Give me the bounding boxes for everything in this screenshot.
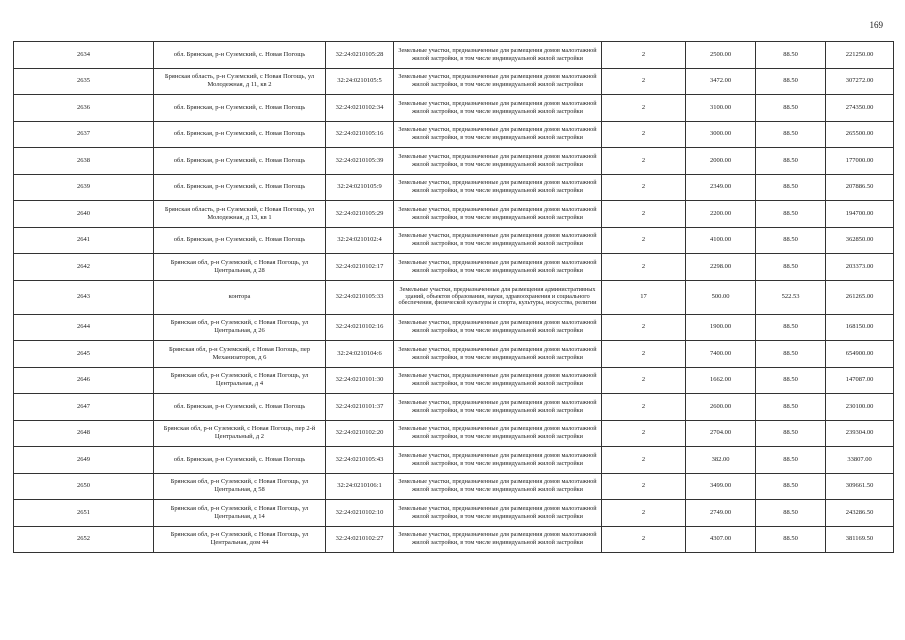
group-code-cell: 2: [602, 201, 686, 228]
group-code-cell: 2: [602, 341, 686, 368]
group-code-cell: 2: [602, 95, 686, 122]
table-row: [14, 201, 894, 228]
cadastral-value-cell: 177000.00: [826, 148, 894, 175]
land-purpose-cell: Земельные участки, предназначенные для размещения административных зданий, объектов образования, науки, здравоохранения и социального обеспечения, физической культуры и спорта, культуры, искусства, религии: [394, 280, 602, 314]
area-cell: 1900.00: [686, 314, 756, 341]
address-cell: Брянская обл, р-н Суземский, с Новая Погощь, ул Центральная, д 26: [154, 314, 326, 341]
cadastral-value-cell: 362850.00: [826, 227, 894, 254]
area-cell: 2000.00: [686, 148, 756, 175]
area-cell: 2749.00: [686, 500, 756, 527]
land-purpose-cell: Земельные участки, предназначенные для размещения домов малоэтажной жилой застройки, в том числе индивидуальной жилой застройки: [394, 254, 602, 281]
row-number: 2636: [14, 95, 154, 122]
cadastral-number-cell: 32:24:0210105:43: [326, 447, 394, 474]
land-purpose-cell: Земельные участки, предназначенные для размещения домов малоэтажной жилой застройки, в том числе индивидуальной жилой застройки: [394, 447, 602, 474]
group-code-cell: 2: [602, 526, 686, 553]
cadastral-number-cell: 32:24:0210105:28: [326, 42, 394, 69]
table-row: [14, 341, 894, 368]
group-code-cell: 17: [602, 280, 686, 314]
address-cell: обл. Брянская, р-н Суземский, с. Новая Погощь: [154, 227, 326, 254]
cadastral-value-cell: 381169.50: [826, 526, 894, 553]
group-code-cell: 2: [602, 148, 686, 175]
rate-cell: 522.53: [756, 280, 826, 314]
table-row: [14, 314, 894, 341]
cadastral-number-cell: 32:24:0210105:29: [326, 201, 394, 228]
land-purpose-cell: Земельные участки, предназначенные для размещения домов малоэтажной жилой застройки, в том числе индивидуальной жилой застройки: [394, 394, 602, 421]
row-number: 2645: [14, 341, 154, 368]
rate-cell: 88.50: [756, 473, 826, 500]
group-code-cell: 2: [602, 254, 686, 281]
row-number: 2651: [14, 500, 154, 527]
group-code-cell: 2: [602, 314, 686, 341]
land-purpose-cell: Земельные участки, предназначенные для размещения домов малоэтажной жилой застройки, в том числе индивидуальной жилой застройки: [394, 95, 602, 122]
table-row: [14, 148, 894, 175]
group-code-cell: 2: [602, 121, 686, 148]
cadastral-number-cell: 32:24:0210105:5: [326, 68, 394, 95]
cadastral-number-cell: 32:24:0210102:4: [326, 227, 394, 254]
land-purpose-cell: Земельные участки, предназначенные для размещения домов малоэтажной жилой застройки, в том числе индивидуальной жилой застройки: [394, 314, 602, 341]
area-cell: 3472.00: [686, 68, 756, 95]
cadastral-value-cell: 203373.00: [826, 254, 894, 281]
cadastral-number-cell: 32:24:0210102:34: [326, 95, 394, 122]
row-number: 2640: [14, 201, 154, 228]
cadastral-value-cell: 261265.00: [826, 280, 894, 314]
table-row: [14, 473, 894, 500]
row-number: 2643: [14, 280, 154, 314]
rate-cell: 88.50: [756, 121, 826, 148]
address-cell: контора: [154, 280, 326, 314]
row-number: 2639: [14, 174, 154, 201]
group-code-cell: 2: [602, 500, 686, 527]
cadastral-number-cell: 32:24:0210105:33: [326, 280, 394, 314]
area-cell: 3499.00: [686, 473, 756, 500]
cadastral-value-cell: 33807.00: [826, 447, 894, 474]
address-cell: Брянская обл, р-н Суземский, с Новая Погощь, ул Центральная, д 14: [154, 500, 326, 527]
rate-cell: 88.50: [756, 341, 826, 368]
address-cell: Брянская обл, р-н Суземский, с Новая Погощь, пер 2-й Центральный, д 2: [154, 420, 326, 447]
cadastral-number-cell: 32:24:0210102:17: [326, 254, 394, 281]
table-row: [14, 500, 894, 527]
row-number: 2650: [14, 473, 154, 500]
rate-cell: 88.50: [756, 42, 826, 69]
cadastral-value-cell: 265500.00: [826, 121, 894, 148]
area-cell: 500.00: [686, 280, 756, 314]
address-cell: Брянская обл, р-н Суземский, с Новая Погощь, ул Центральная, дом 44: [154, 526, 326, 553]
address-cell: Брянская область, р-н Суземский, с Новая Погощь, ул Молодежная, д 11, кв 2: [154, 68, 326, 95]
cadastral-value-cell: 654900.00: [826, 341, 894, 368]
table-body: [14, 42, 894, 553]
row-number: 2641: [14, 227, 154, 254]
area-cell: 2349.00: [686, 174, 756, 201]
address-cell: обл. Брянская, р-н Суземский, с. Новая Погощь: [154, 148, 326, 175]
rate-cell: 88.50: [756, 254, 826, 281]
address-cell: Брянская обл, р-н Суземский, с Новая Погощь, ул Центральная, д 4: [154, 367, 326, 394]
land-purpose-cell: Земельные участки, предназначенные для размещения домов малоэтажной жилой застройки, в том числе индивидуальной жилой застройки: [394, 526, 602, 553]
table-row: [14, 420, 894, 447]
land-purpose-cell: Земельные участки, предназначенные для размещения домов малоэтажной жилой застройки, в том числе индивидуальной жилой застройки: [394, 174, 602, 201]
cadastral-number-cell: 32:24:0210102:20: [326, 420, 394, 447]
cadastral-number-cell: 32:24:0210104:6: [326, 341, 394, 368]
row-number: 2647: [14, 394, 154, 421]
table-row: [14, 68, 894, 95]
rate-cell: 88.50: [756, 174, 826, 201]
area-cell: 2500.00: [686, 42, 756, 69]
land-purpose-cell: Земельные участки, предназначенные для размещения домов малоэтажной жилой застройки, в том числе индивидуальной жилой застройки: [394, 420, 602, 447]
cadastral-value-cell: 230100.00: [826, 394, 894, 421]
rate-cell: 88.50: [756, 367, 826, 394]
area-cell: 2600.00: [686, 394, 756, 421]
cadastral-value-cell: 307272.00: [826, 68, 894, 95]
cadastral-value-cell: 239304.00: [826, 420, 894, 447]
address-cell: Брянская обл, р-н Суземский, с Новая Погощь, ул Центральная, д 28: [154, 254, 326, 281]
row-number: 2646: [14, 367, 154, 394]
rate-cell: 88.50: [756, 394, 826, 421]
table-row: [14, 227, 894, 254]
table-row: [14, 174, 894, 201]
rate-cell: 88.50: [756, 227, 826, 254]
land-purpose-cell: Земельные участки, предназначенные для размещения домов малоэтажной жилой застройки, в том числе индивидуальной жилой застройки: [394, 68, 602, 95]
row-number: 2635: [14, 68, 154, 95]
cadastral-number-cell: 32:24:0210102:16: [326, 314, 394, 341]
address-cell: обл. Брянская, р-н Суземский, с. Новая Погощь: [154, 174, 326, 201]
cadastral-value-cell: 243286.50: [826, 500, 894, 527]
cadastral-number-cell: 32:24:0210101:37: [326, 394, 394, 421]
address-cell: Брянская область, р-н Суземский, с Новая Погощь, ул Молодежная, д 13, кв 1: [154, 201, 326, 228]
group-code-cell: 2: [602, 42, 686, 69]
cadastral-number-cell: 32:24:0210105:16: [326, 121, 394, 148]
area-cell: 2704.00: [686, 420, 756, 447]
rate-cell: 88.50: [756, 526, 826, 553]
land-registry-table: [13, 41, 894, 553]
address-cell: Брянская обл, р-н Суземский, с Новая Погощь, ул Центральная, д 58: [154, 473, 326, 500]
area-cell: 3100.00: [686, 95, 756, 122]
table-row: [14, 254, 894, 281]
cadastral-value-cell: 147087.00: [826, 367, 894, 394]
address-cell: обл. Брянская, р-н Суземский, с. Новая Погощь: [154, 95, 326, 122]
land-purpose-cell: Земельные участки, предназначенные для размещения домов малоэтажной жилой застройки, в том числе индивидуальной жилой застройки: [394, 500, 602, 527]
table-row: [14, 42, 894, 69]
land-purpose-cell: Земельные участки, предназначенные для размещения домов малоэтажной жилой застройки, в том числе индивидуальной жилой застройки: [394, 367, 602, 394]
cadastral-value-cell: 221250.00: [826, 42, 894, 69]
land-purpose-cell: Земельные участки, предназначенные для размещения домов малоэтажной жилой застройки, в том числе индивидуальной жилой застройки: [394, 473, 602, 500]
cadastral-number-cell: 32:24:0210102:27: [326, 526, 394, 553]
rate-cell: 88.50: [756, 95, 826, 122]
area-cell: 382.00: [686, 447, 756, 474]
row-number: 2638: [14, 148, 154, 175]
area-cell: 3000.00: [686, 121, 756, 148]
cadastral-number-cell: 32:24:0210102:10: [326, 500, 394, 527]
address-cell: обл. Брянская, р-н Суземский, с. Новая Погощь: [154, 121, 326, 148]
area-cell: 7400.00: [686, 341, 756, 368]
land-purpose-cell: Земельные участки, предназначенные для размещения домов малоэтажной жилой застройки, в том числе индивидуальной жилой застройки: [394, 341, 602, 368]
land-purpose-cell: Земельные участки, предназначенные для размещения домов малоэтажной жилой застройки, в том числе индивидуальной жилой застройки: [394, 227, 602, 254]
rate-cell: 88.50: [756, 314, 826, 341]
cadastral-number-cell: 32:24:0210106:1: [326, 473, 394, 500]
cadastral-number-cell: 32:24:0210105:39: [326, 148, 394, 175]
row-number: 2637: [14, 121, 154, 148]
table-row: [14, 526, 894, 553]
group-code-cell: 2: [602, 174, 686, 201]
address-cell: обл. Брянская, р-н Суземский, с. Новая Погощь: [154, 42, 326, 69]
row-number: 2648: [14, 420, 154, 447]
land-purpose-cell: Земельные участки, предназначенные для размещения домов малоэтажной жилой застройки, в том числе индивидуальной жилой застройки: [394, 42, 602, 69]
page-number: 169: [869, 20, 883, 30]
table-row: [14, 394, 894, 421]
group-code-cell: 2: [602, 394, 686, 421]
row-number: 2642: [14, 254, 154, 281]
group-code-cell: 2: [602, 473, 686, 500]
table-row: [14, 447, 894, 474]
area-cell: 1662.00: [686, 367, 756, 394]
address-cell: обл. Брянская, р-н Суземский, с. Новая Погощь: [154, 447, 326, 474]
cadastral-value-cell: 194700.00: [826, 201, 894, 228]
cadastral-value-cell: 207886.50: [826, 174, 894, 201]
land-purpose-cell: Земельные участки, предназначенные для размещения домов малоэтажной жилой застройки, в том числе индивидуальной жилой застройки: [394, 201, 602, 228]
rate-cell: 88.50: [756, 148, 826, 175]
area-cell: 2200.00: [686, 201, 756, 228]
group-code-cell: 2: [602, 367, 686, 394]
row-number: 2649: [14, 447, 154, 474]
table-row: [14, 280, 894, 314]
cadastral-value-cell: 274350.00: [826, 95, 894, 122]
area-cell: 4307.00: [686, 526, 756, 553]
rate-cell: 88.50: [756, 500, 826, 527]
cadastral-number-cell: 32:24:0210105:9: [326, 174, 394, 201]
address-cell: Брянская обл, р-н Суземский, с Новая Погощь, пер Механизаторов, д 6: [154, 341, 326, 368]
row-number: 2644: [14, 314, 154, 341]
row-number: 2652: [14, 526, 154, 553]
row-number: 2634: [14, 42, 154, 69]
group-code-cell: 2: [602, 447, 686, 474]
rate-cell: 88.50: [756, 68, 826, 95]
cadastral-value-cell: 309661.50: [826, 473, 894, 500]
area-cell: 2298.00: [686, 254, 756, 281]
table-row: [14, 121, 894, 148]
area-cell: 4100.00: [686, 227, 756, 254]
rate-cell: 88.50: [756, 447, 826, 474]
cadastral-number-cell: 32:24:0210101:30: [326, 367, 394, 394]
address-cell: обл. Брянская, р-н Суземский, с. Новая Погощь: [154, 394, 326, 421]
rate-cell: 88.50: [756, 201, 826, 228]
rate-cell: 88.50: [756, 420, 826, 447]
land-purpose-cell: Земельные участки, предназначенные для размещения домов малоэтажной жилой застройки, в том числе индивидуальной жилой застройки: [394, 121, 602, 148]
table-row: [14, 367, 894, 394]
table-row: [14, 95, 894, 122]
group-code-cell: 2: [602, 68, 686, 95]
group-code-cell: 2: [602, 420, 686, 447]
group-code-cell: 2: [602, 227, 686, 254]
land-purpose-cell: Земельные участки, предназначенные для размещения домов малоэтажной жилой застройки, в том числе индивидуальной жилой застройки: [394, 148, 602, 175]
cadastral-value-cell: 168150.00: [826, 314, 894, 341]
